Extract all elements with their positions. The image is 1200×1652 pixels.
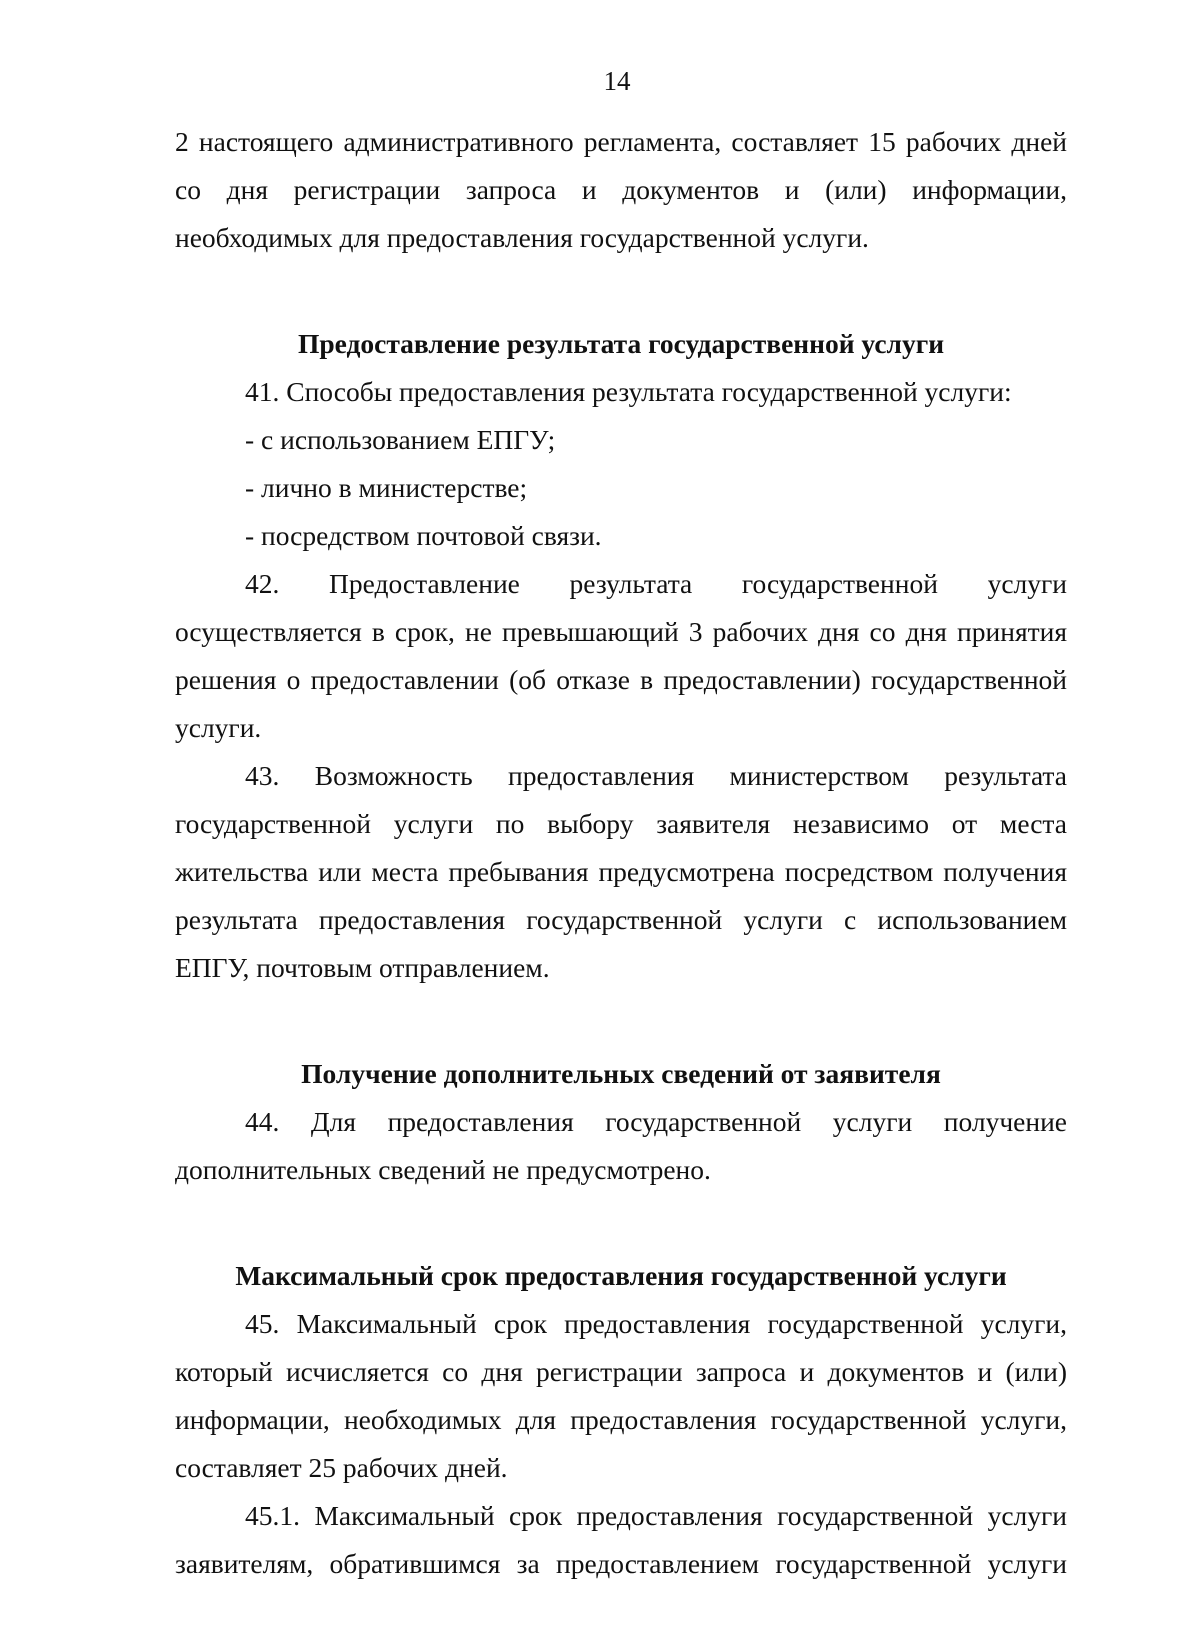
section-heading-max-term: Максимальный срок предоставления государственной услуги <box>235 1260 1007 1291</box>
text-line: 44. Для предоставления государственной услуги получение <box>245 1106 1067 1137</box>
intro-paragraph <box>175 118 1067 262</box>
text-line: результата предоставления государственной услуги с использованием <box>175 904 1067 935</box>
document-body <box>175 118 1067 1588</box>
text-line: осуществляется в срок, не превышающий 3 рабочих дня со дня принятия <box>175 616 1067 647</box>
paragraph-45-1 <box>175 1492 1067 1588</box>
text-line: жительства или места пребывания предусмотрена посредством получения <box>175 856 1067 887</box>
section-heading-result: Предоставление результата государственной услуги <box>297 328 945 359</box>
text-line: дополнительных сведений не предусмотрено. <box>175 1154 711 1185</box>
text-line: 43. Возможность предоставления министерством результата <box>245 760 1067 791</box>
text-line: заявителям, обратившимся за предоставлением государственной услуги <box>175 1548 1067 1579</box>
text-line: 42. Предоставление результата государственной услуги <box>245 568 1067 599</box>
text-line: который исчисляется со дня регистрации запроса и документов и (или) <box>175 1356 1067 1387</box>
text-line: решения о предоставлении (об отказе в предоставлении) государственной <box>175 664 1067 695</box>
text-line: 45.1. Максимальный срок предоставления государственной услуги <box>245 1500 1067 1531</box>
text-line: 2 настоящего административного регламента, составляет 15 рабочих дней <box>175 126 1067 157</box>
page-number: 14 <box>603 66 631 96</box>
paragraph-44 <box>175 1098 1067 1194</box>
text-line: необходимых для предоставления государственной услуги. <box>175 222 869 253</box>
section-heading-additional-info: Получение дополнительных сведений от заявителя <box>301 1058 941 1089</box>
list-item-post: - посредством почтовой связи. <box>245 520 602 551</box>
text-line: услуги. <box>175 712 262 743</box>
text-line: ЕПГУ, почтовым отправлением. <box>175 952 550 983</box>
paragraph-45 <box>175 1300 1067 1492</box>
paragraph-41: 41. Способы предоставления результата государственной услуги: <box>245 376 1012 407</box>
text-line: информации, необходимых для предоставления государственной услуги, <box>175 1404 1067 1435</box>
paragraph-42 <box>175 560 1067 752</box>
text-line: государственной услуги по выбору заявителя независимо от места <box>175 808 1067 839</box>
paragraph-43 <box>175 752 1067 992</box>
list-item-epgu: - с использованием ЕПГУ; <box>245 424 556 455</box>
text-line: 45. Максимальный срок предоставления государственной услуги, <box>245 1308 1067 1339</box>
list-item-ministry: - лично в министерстве; <box>245 472 528 503</box>
text-line: составляет 25 рабочих дней. <box>175 1452 508 1483</box>
text-line: со дня регистрации запроса и документов и (или) информации, <box>175 174 1067 205</box>
